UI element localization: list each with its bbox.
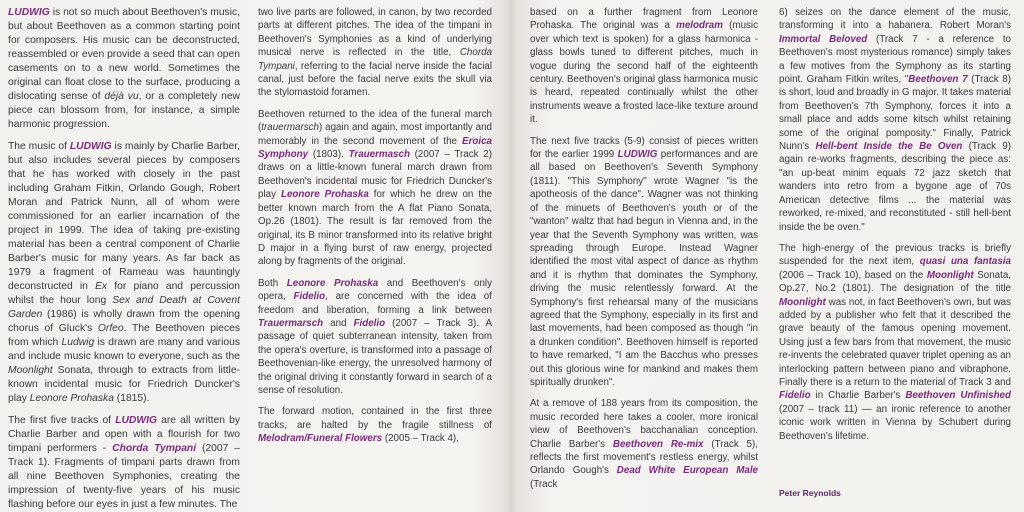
title-highlight: LUDWIG [8,7,50,18]
italic-text: Moonlight [8,365,53,376]
title-highlight: Fidelio [779,390,811,402]
left-column-2 [258,6,492,454]
body-text: in Charlie Barber's [810,390,906,402]
italic-text: Sex and Death at Covent Garden [8,295,240,320]
title-highlight: LUDWIG [69,141,112,152]
title-highlight: LUDWIG [115,415,157,426]
body-text: and [323,317,354,329]
body-text: (1986) is wholly drawn from the opening chorus of Gluck's [8,309,240,334]
paragraph [530,397,758,491]
italic-text: Chorda Tympani [258,47,492,72]
italic-text: trauermarsch [261,122,319,134]
body-text: Sonata, Op.27, No.2 (1801). The designation of the title [779,269,1011,295]
title-highlight: Dead White European Male [616,465,759,477]
body-text: and Beethoven's only opera, [258,277,492,303]
body-text: was not, in fact Beethoven's own, but was added by a publisher who felt that it described the grave beauty of the famous opening movement. Using just a few bars from that movement, the music re-invents the celebrated quaver triplet opening as an interlocking pattern between piano and vibraphone. Finally there is a return to the material of Track 3 and [779,296,1011,388]
body-text: (2007 – Track 2) draws on a little-known funeral march drawn from Beethoven's incidental music for Friedrich Duncker's play [258,149,492,201]
body-text: are all written by Charlie Barber and open with a flourish for two timpani performers - [8,415,240,454]
body-text: , referring to the facial nerve inside the facial canal, just before the facial nerve exits the skull via the stylomastoid foramen. [258,60,492,99]
italic-text: déjà vu [104,91,139,102]
body-text: is not so much about Beethoven's music, but about Beethoven as a common starting point for composers. His music can be deconstructed, reassembled or even provide a seed that can open casements on to a new world. Sometimes the original can float close to the surface, producing a dislocating sense of [8,7,240,102]
left-column-1 [8,6,240,512]
title-highlight: Moonlight [779,296,826,308]
body-text: is mainly by Charlie Barber, but also includes several pieces by composers that he has worked with closely in the past including Graham Fitkin, Orlando Gough, Robert Moran and Patrick Nunn, all of whom were commissioned for an earlier incarnation of the project in 1999. The idea of taking pre-existing material has been a central component of Charlie Barber's music for many years. As far back as 1979 a fragment of Rameau was hauntingly deconstructed in [8,141,240,292]
paragraph [8,414,240,512]
body-text: (Track 5), reflects the first movement's restless energy, whilst Orlando Gough's [530,438,758,477]
body-text: The next five tracks (5-9) consist of pieces written for the earlier 1999 [530,135,758,161]
body-text: (2007 – Track 1). Fragments of timpani parts drawn from all nine Beethoven Symphonies, creating the impression of twenty-five years of his music flashing before our eyes in just a few minutes. The [8,443,240,510]
body-text: for which he drew on the better known march from the A flat Piano Sonata, Op.26 (1801). The result is far removed from the original, its B minor transformed into its relative bright D major in a flying burst of raw energy, projected along by fragments of the original. [258,189,492,268]
title-highlight: Melodram/Funeral Flowers [258,433,383,445]
paragraph [258,6,492,100]
body-text: Beethoven returned to the idea of the funeral march ( [258,108,492,134]
body-text: ) again and again, most importantly and memorably in the second movement of the [258,122,492,147]
body-text: , or a completely new piece can blossom from, for instance, a simple harmonic progression. [8,91,240,130]
body-text: (2007 – Track 3). A passage of quiet subterranean intensity, taken from the opera's overture, is transformed into a passage of Beethovenian-like energy, the unresolved harmony of the original driving it constantly forward in search of a sense of resolution. [258,317,492,396]
body-text: Both [258,277,287,289]
italic-text: Ex [95,281,108,292]
body-text: (2006 – Track 10), based on the [779,269,927,281]
title-highlight: Chorda Tympani [112,443,197,454]
body-text: The forward motion, contained in the first three tracks, are halted by the fragile stillness of [258,406,492,431]
paragraph [530,135,758,390]
right-column-2 [779,6,1011,451]
body-text: , are concerned with the idea of freedom and liberation, forming a link between [258,291,492,316]
body-text: Sonata, through to extracts from little-known incidental music for Friedrich Duncker's play [8,365,240,404]
paragraph [779,242,1011,443]
paragraph [258,277,492,398]
body-text: (music over which text is spoken) for a glass harmonica - glass bowls tuned to different pitches, much in vogue during the second half of the eighteenth century. Beethoven's original glass harmonica music is heard, repeated continually whilst the other instruments weave a frosted lace-like texture around it. [530,20,758,126]
paragraph [779,6,1011,234]
body-text: for piano and percussion whilst the hour long [8,281,240,306]
body-text: The first five tracks of [8,415,116,426]
title-highlight: LUDWIG [617,149,658,161]
title-highlight: Fidelio [293,291,326,303]
italic-text: Ludwig [61,337,95,348]
title-highlight: Eroica Symphony [258,135,492,161]
body-text: based on a further fragment from Leonore Prohaska. The original was a [530,7,758,32]
title-highlight: melodram [676,20,723,32]
body-text: two live parts are followed, in canon, by two recorded parts at different pitches. The idea of the timpani in Beethoven's Symphonies as a kind of underlying musical nerve is reflected in the title, [258,7,492,59]
paragraph [258,108,492,269]
right-page [512,0,1024,512]
body-text: performances and are all based on Beethoven's Seventh Symphony (1811). "This Symphony" wrote Wagner "is the apotheosis of the dance". Wagner was not thinking of the minuets of Beethoven's youth or of the "wanton" waltz that had begun in Vienna and, in the year that the Seventh Symphony was written, was spreading through Europe. Instead Wagner identified the most vital aspect of dance as rhythm and it is rhythm that dominates the Symphony, driving the music relentlessly forward. At the Symphony's first rehearsal many of the musicians agreed that the Symphony, especially in its first and last movements, had been composed as though "in a drunken condition". Beethoven himself is reported to have remarked, "I am the Bacchus who presses out this glorious wine for mankind and makes them spiritually drunken". [530,149,758,388]
italic-text: Orfeo [97,323,124,334]
body-text: (Track [530,478,558,490]
paragraph [8,6,240,132]
title-highlight: Leonore Prohaska [286,277,379,289]
title-highlight: Hell-bent Inside the Be Oven [815,141,963,153]
body-text: The music of [8,141,70,152]
title-highlight: Moonlight [926,269,974,281]
title-highlight: quasi una fantasia [919,256,1011,268]
italic-text: Leonore Prohaska [29,393,114,404]
body-text: (Track 9) again re-works fragments, describing the piece as: "an up-beat minim equals 72 jazz sketch that wanders into retro from a bygone age of 70s American detective films ... the material was reworked, re-mixed, and reconstituted - still hell-bent inside the be oven." [779,141,1012,233]
body-text: (2005 – Track 4), [382,433,459,445]
title-highlight: Immortal Beloved [779,33,868,45]
title-highlight: Beethoven Re-mix [612,438,704,450]
paragraph [8,140,240,406]
body-text: 6) seizes on the dance element of the music, transforming it into a habanera. Robert Moran's [779,7,1011,32]
title-highlight: Trauermarsch [258,317,324,329]
body-text: . The Beethoven pieces from which [8,323,240,348]
body-text: At a remove of 188 years from its composition, the music recorded here takes a cooler, more ironical view of Beethoven's bacchanalian conception. Charlie Barber's [530,398,758,450]
paragraph [530,6,758,127]
body-text: (Track 7 - a reference to Beethoven's most mysterious romance) simply takes a few motives from the Symphony as its starting point. Graham Fitkin writes, " [779,33,1011,86]
author-signature: Peter Reynolds [779,488,841,498]
body-text: The high-energy of the previous tracks is briefly suspended for the next item, [779,242,1011,268]
title-highlight: Beethoven 7 [908,74,968,86]
right-column-1 [530,6,758,499]
title-highlight: Fidelio [353,317,386,329]
body-text: (1803). [308,149,349,161]
title-highlight: Trauermasch [348,149,410,161]
body-text: (1815). [113,393,150,404]
title-highlight: Beethoven Unfinished [905,390,1011,402]
body-text: (2007 – track 11) — an ironic reference to another iconic work written in Vienna by Schubert during Beethoven's lifetime. [779,403,1011,442]
paragraph [258,405,492,445]
body-text: (Track 8) is short, loud and broadly in G major. It takes material from Beethoven's 7th Symphony, forces it into a small place and adds some kitsch whilst retaining some of the original pomposity." Finally, Patrick Nunn's [779,74,1012,153]
title-highlight: Leonore Prohaska [281,189,369,201]
body-text: is drawn are many and various and include music known to everyone, such as the [8,337,240,362]
